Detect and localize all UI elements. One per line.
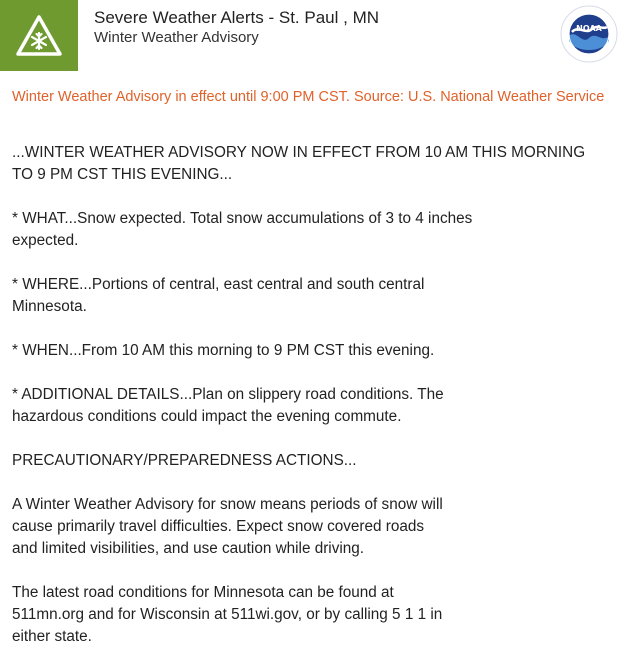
alert-paragraph: * WHEN...From 10 AM this morning to 9 PM CST this evening. (12, 342, 435, 359)
alert-type-subtitle: Winter Weather Advisory (94, 29, 259, 46)
alert-paragraph: * WHAT...Snow expected. Total snow accumulations of 3 to 4 inches expected. (12, 210, 473, 249)
alert-paragraph: The latest road conditions for Minnesota can be found at 511mn.org and for Wisconsin at 511wi.gov, or by calling 5 1 1 in either state. (12, 584, 443, 645)
svg-text:NOAA: NOAA (576, 24, 602, 33)
noaa-logo (560, 5, 618, 63)
alert-description (12, 142, 592, 670)
page-title: Severe Weather Alerts - St. Paul , MN (94, 8, 380, 27)
snowflake-warning-icon (15, 14, 63, 58)
alert-paragraph: PRECAUTIONARY/PREPAREDNESS ACTIONS... (12, 452, 357, 469)
alert-paragraph: * WHERE...Portions of central, east central and south central Minnesota. (12, 276, 425, 315)
alert-paragraph: A Winter Weather Advisory for snow means periods of snow will cause primarily travel difficulties. Expect snow covered roads and limited visibilities, and use caution while driving. (12, 496, 443, 557)
alert-summary: Winter Weather Advisory in effect until 9:00 PM CST. Source: U.S. National Weather Service (12, 89, 605, 105)
alert-badge (0, 0, 78, 71)
alert-header (0, 0, 628, 72)
alert-paragraph: ...WINTER WEATHER ADVISORY NOW IN EFFECT FROM 10 AM THIS MORNING TO 9 PM CST THIS EVENING... (12, 144, 586, 183)
alert-paragraph: * ADDITIONAL DETAILS...Plan on slippery road conditions. The hazardous conditions could impact the evening commute. (12, 386, 444, 425)
